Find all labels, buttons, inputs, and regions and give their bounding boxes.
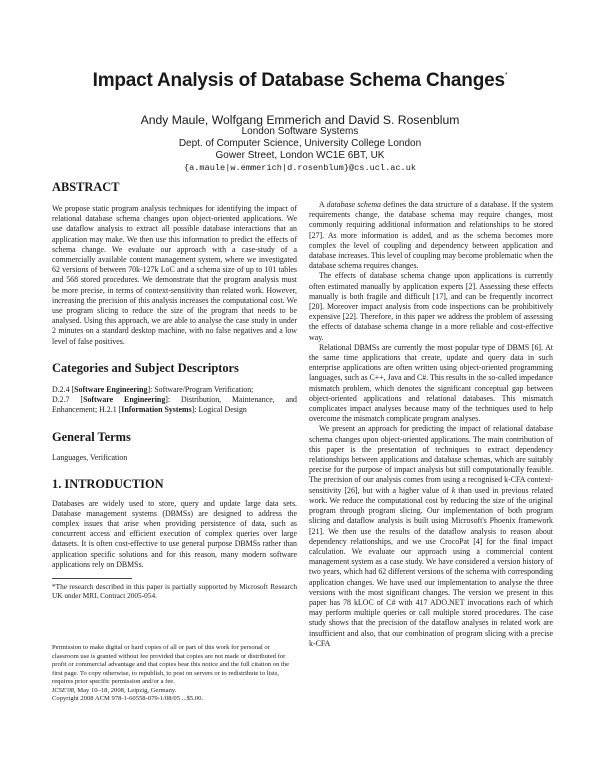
paragraph: A database schema defines the data structure of a database. If the system requirements change, the database schema may require changes, most commonly requiring additional information and relationships to be stored [27]. As more information is added, and as the schema becomes more complex the level of coupling and dependency between application and database increases. This level of coupling may become problematic when the database schema requires changes. <box>309 200 553 271</box>
paragraph: We present an approach for predicting the impact of relational database schema changes upon object-oriented applications. The main contribution of this paper is the presentation of techniques to extract dependency relationships between applications and database schemas, which are suitably precise for the purpose of impact analysis but still computationally feasible. The precision of our analysis comes from using a recognised k-CFA context-sensitivity [26], but with a higher value of k than used in previous related work. We reduce the computational cost by reducing the size of the original program through program slicing. Our implementation of both program slicing and dataflow analysis is built using Microsoft's Phoenix framework [21]. We then use the results of the dataflow analysis to reason about dependency relationships, and we use CrocoPat [4] for the final impact calculation. We evaluate our approach using a commercial content management system as a case study. We have considered a version history of two years, which had 62 different versions of the schema with corresponding application changes. We have used our implementation to analyse the three versions with the most significant changes. The version we present in this paper has 78 kLOC of C# with 417 ADO.NET invocations each of which may perform multiple queries or call multiple stored procedures. The case study shows that the precision of the dataflow analyses in related work are insufficient and also, that our combination of program slicing with a precise k-CFA <box>309 424 553 648</box>
conference-line: ICSE'08, May 10–18, 2008, Leipzig, Germany. <box>52 686 177 694</box>
left-column <box>52 180 297 704</box>
title-footnote-marker: * <box>504 72 508 79</box>
title-text: Impact Analysis of Database Schema Changes <box>92 70 505 91</box>
general-terms-heading: General Terms <box>52 430 131 445</box>
abstract-text: We propose static program analysis techniques for identifying the impact of relational database schema changes upon object-oriented applications. We use dataflow analysis to extract all possible database interactions that an application may make. We then use this information to predict the effects of schema change. We evaluate our approach with a case-study of a commercially available content management system, where we investigated 62 versions of between 70k-127k LoC and a schema size of up to 101 tables and 568 stored procedures. We demonstrate that the program analysis must be more precise, in terms of context-sensitivity than related work. However, increasing the precision of this analysis increases the computational cost. We use program slicing to reduce the size of the program that needs to be analysed. Using this approach, we are able to analyse the case study in under 2 minutes on a standard desktop machine, with no false negatives and a low level of false positives. <box>52 204 297 346</box>
paper-title <box>40 64 560 93</box>
author-list: Andy Maule, Wolfgang Emmerich and David S. Rosenblum <box>140 113 460 127</box>
category-item: D.2.7 [Software Engineering]: Distribution, Maintenance, and Enhancement; <box>52 395 298 415</box>
affiliation-block <box>40 126 560 174</box>
categories-heading: Categories and Subject Descriptors <box>52 360 239 375</box>
paragraph: Relational DBMSs are currently the most popular type of DBMS [6]. At the same time applications that create, update and query data in such enterprise applications are often written using object-oriented programming languages, such as C++, Java and C#. This results in the so-called impedance mismatch problem, which denotes the significant conceptual gap between object-oriented applications and relational databases. This mismatch complicates impact analyses because many of the techniques used to help overcome the mismatch complicate program analyses. <box>309 342 553 424</box>
categories-text <box>52 385 297 416</box>
footnote-divider <box>52 578 132 579</box>
general-terms-text: Languages, Verification <box>52 453 128 463</box>
affiliation-line: Dept. of Computer Science, University College London <box>178 138 422 149</box>
affiliation-line: London Software Systems <box>241 126 359 137</box>
copyright-line: Copyright 2008 ACM 978-1-60558-079-1/08/05 ...$5.00. <box>52 695 204 703</box>
abstract-heading: ABSTRACT <box>52 180 120 194</box>
right-column <box>309 200 553 649</box>
category-item: D.2.4 [Software Engineering]: Software/Program Verification; <box>52 384 254 394</box>
introduction-heading: 1. INTRODUCTION <box>52 476 164 491</box>
affiliation-line: Gower Street, London WC1E 6BT, UK <box>215 150 385 161</box>
introduction-text: Databases are widely used to store, query and update large data sets. Database management systems (DBMSs) are designed to address the complex issues that arise when providing persistence of data, such as concurrent access and efficient execution of complex queries over large datasets. It is often cost-effective to use general purpose DBMSs rather than application specific solutions and for this reason, many modern software applications rely on DBMSs. <box>52 498 297 569</box>
paragraph: The effects of database schema change upon applications is currently often estimated manually by application experts [2]. Assessing these effects manually is both fragile and difficult [17], and can be frequently incorrect [20]. Moreover impact analysis from code inspections can be prohibitively expensive [22]. Therefore, in this paper we address the problem of assessing the effects of database schema change in a more reliable and cost-effective way. <box>309 271 553 342</box>
permission-notice: Permission to make digital or hard copies of all or part of this work for personal or classroom use is granted without fee provided that copies are not made or distributed for profit or commercial advantage and that copies bear this notice and the full citation on the first page. To copy otherwise, to republish, to post on servers or to redistribute to lists, requires prior specific permission and/or a fee. <box>52 644 290 686</box>
category-item: H.2.1 [Information Systems]: Logical Design <box>99 405 247 415</box>
footnote-text: *The research described in this paper is partially supported by Microsoft Research UK under MRL Contract 2005-054. <box>52 582 297 601</box>
email-line: {a.maule|w.emmerich|d.rosenblum}@cs.ucl.ac.uk <box>183 163 417 173</box>
